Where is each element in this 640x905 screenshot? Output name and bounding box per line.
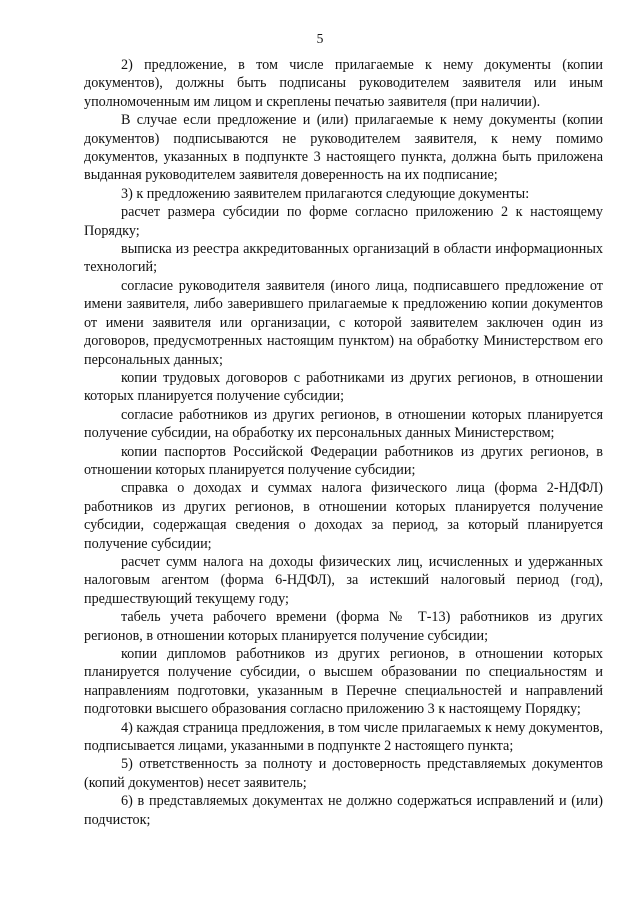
paragraph-item-4-page-signing: 4) каждая страница предложения, в том числе прилагаемых к нему документов, подписывается лицами, указанными в подпункте 2 настоящего пункта; xyxy=(84,719,603,755)
paragraph-power-of-attorney: В случае если предложение и (или) прилагаемые к нему документы (копии документов) подписываются не руководителем заявителя, к нему помимо документов, указанных в подпункте 3 настоящего пункта, должна быть приложена выданная руководителем заявителя доверенность на их подписание; xyxy=(84,112,603,184)
paragraph-item-5-responsibility: 5) ответственность за полноту и достоверность представляемых документов (копий документов) несет заявитель; xyxy=(84,756,603,791)
paragraph-item-6-no-corrections: 6) в представляемых документах не должно содержаться исправлений и (или) подчисток; xyxy=(84,793,603,828)
list-item-employment-contracts: копии трудовых договоров с работниками из других регионов, в отношении которых планируется получение субсидии; xyxy=(84,369,603,405)
list-item-timesheet: табель учета рабочего времени (форма № Т-13) работников из других регионов, в отношении которых планируется получение субсидии; xyxy=(84,609,603,644)
page-number: 5 xyxy=(316,31,324,46)
paragraph-item-3-intro: 3) к предложению заявителем прилагаются следующие документы: xyxy=(121,185,530,202)
paragraph-item-2-signing: 2) предложение, в том числе прилагаемые к нему документы (копии документов), должны быть подписаны руководителем заявителя или иным уполномоченным им лицом и скреплены печатью заявителя (при наличии). xyxy=(84,57,603,110)
list-item-subsidy-calculation: расчет размера субсидии по форме согласно приложению 2 к настоящему Порядку; xyxy=(84,204,603,239)
list-item-passport-copies: копии паспортов Российской Федерации работников из других регионов, в отношении которых планируется получение субсидии; xyxy=(84,443,603,478)
document-body xyxy=(84,56,603,829)
list-item-6ndfl-calculation: расчет сумм налога на доходы физических лиц, исчисленных и удержанных налоговым агентом (форма 6-НДФЛ), за истекший налоговый период (год), предшествующий текущему году; xyxy=(84,553,603,607)
list-item-head-consent: согласие руководителя заявителя (иного лица, подписавшего предложение от имени заявителя, либо заверившего прилагаемые к предложению копии документов от имени заявителя или организации, с которой заявителем заключен один из договоров, предусмотренных настоящим пунктом) на обработку Министерством его персональных данных; xyxy=(84,277,603,368)
list-item-employee-consent: согласие работников из других регионов, в отношении которых планируется получение субсидии, на обработку их персональных данных Министерством; xyxy=(84,406,603,442)
list-item-registry-extract: выписка из реестра аккредитованных организаций в области информационных технологий; xyxy=(84,241,603,276)
list-item-diploma-copies: копии дипломов работников из других регионов, в отношении которых планируется получение субсидии, о высшем образовании по специальностям и направлениям подготовки, указанным в Перечне специальностей и направлений подготовки высшего образования согласно приложению 3 к настоящему Порядку; xyxy=(84,646,603,718)
list-item-2ndfl-certificate: справка о доходах и суммах налога физического лица (форма 2-НДФЛ) работников из других регионов, в отношении которых планируется получение субсидии, содержащая сведения о доходах за период, за который планируется получение субсидии; xyxy=(84,480,603,552)
